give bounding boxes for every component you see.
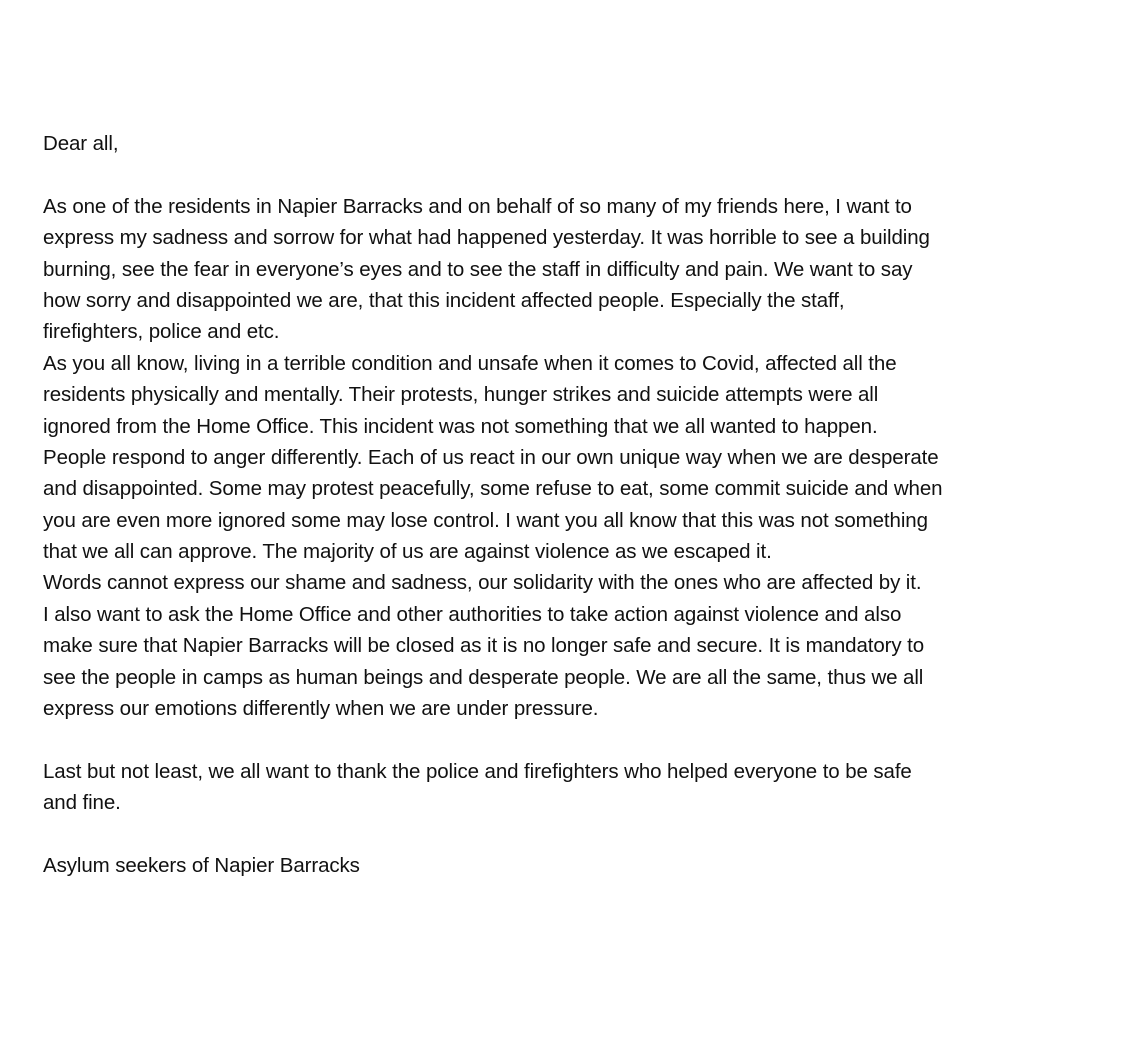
text-line: see the people in camps as human beings and desperate people. We are all the same, thus we all	[43, 665, 924, 689]
text-line: make sure that Napier Barracks will be closed as it is no longer safe and secure. It is mandatory to	[43, 634, 925, 658]
thanks-paragraph	[43, 756, 1118, 819]
text-line: Words cannot express our shame and sadness, our solidarity with the ones who are affected by it.	[43, 571, 922, 595]
text-line: express my sadness and sorrow for what had happened yesterday. It was horrible to see a building	[43, 226, 930, 250]
text-line: residents physically and mentally. Their protests, hunger strikes and suicide attempts were all	[43, 383, 879, 407]
text-line: that we all can approve. The majority of us are against violence as we escaped it.	[43, 540, 772, 564]
main-paragraph	[43, 191, 1118, 725]
text-line: People respond to anger differently. Each of us react in our own unique way when we are desperate	[43, 445, 939, 469]
text-line: As you all know, living in a terrible condition and unsafe when it comes to Covid, affected all the	[43, 351, 897, 375]
text-line: and fine.	[43, 791, 121, 815]
text-line: I also want to ask the Home Office and other authorities to take action against violence and also	[43, 602, 902, 626]
text-line: burning, see the fear in everyone’s eyes and to see the staff in difficulty and pain. We want to say	[43, 257, 913, 281]
text-line: ignored from the Home Office. This incident was not something that we all wanted to happen.	[43, 414, 878, 438]
text-line: how sorry and disappointed we are, that this incident affected people. Especially the staff,	[43, 288, 845, 312]
text-line: As one of the residents in Napier Barracks and on behalf of so many of my friends here, I want to	[43, 194, 912, 218]
greeting: Dear all,	[43, 132, 119, 155]
text-line: express our emotions differently when we are under pressure.	[43, 697, 599, 721]
text-line: Last but not least, we all want to thank the police and firefighters who helped everyone to be safe	[43, 759, 912, 783]
text-line: you are even more ignored some may lose control. I want you all know that this was not something	[43, 508, 928, 532]
signature: Asylum seekers of Napier Barracks	[43, 853, 360, 877]
text-line: firefighters, police and etc.	[43, 320, 280, 344]
letter	[43, 128, 1118, 881]
text-line: and disappointed. Some may protest peacefully, some refuse to eat, some commit suicide and when	[43, 477, 943, 501]
